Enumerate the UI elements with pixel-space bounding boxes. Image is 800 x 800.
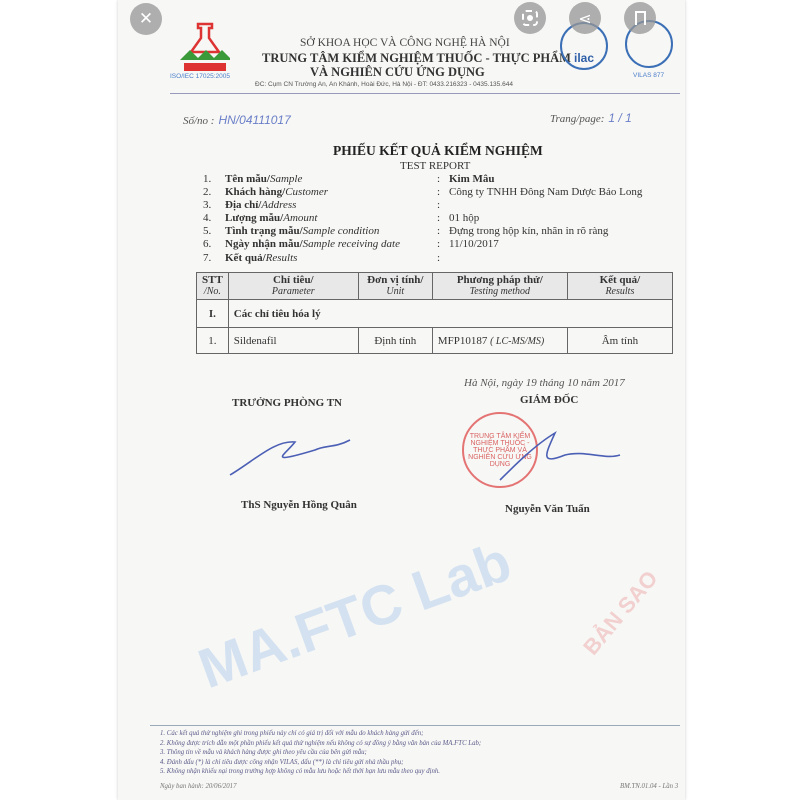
bookmark-icon (635, 11, 646, 25)
left-signature (225, 430, 355, 480)
watermark: MA.FTC Lab (190, 529, 519, 701)
form-code: BM.TN.01.04 - Lần 3 (620, 783, 679, 790)
info-value: Đựng trong hộp kín, nhãn in rõ ràng (449, 225, 609, 238)
info-row: 2. Khách hàng/Customer : Công ty TNHH Đông Nam Dược Bảo Long (203, 186, 643, 199)
footer-note: 1. Các kết quả thử nghiệm ghi trong phiếu này chỉ có giá trị đối với mẫu do khách hàng gửi đến; (160, 730, 424, 737)
footer-note: 5. Không nhận khiếu nại trong trường hợp không có mẫu lưu hoặc hết thời hạn lưu mẫu theo quy định. (160, 768, 441, 775)
info-label: Địa chỉ/Address (225, 199, 297, 212)
left-signer-title: TRƯỞNG PHÒNG TN (232, 397, 343, 409)
share-button[interactable] (569, 2, 601, 34)
info-row: 1. Tên mẫu/Sample : Kim Mâu (203, 173, 495, 185)
col-method: Phương pháp thử/ Testing method (432, 273, 567, 300)
info-label: Ngày nhận mẫu/Sample receiving date (225, 238, 400, 251)
info-row: 5. Tình trạng mẫu/Sample condition : Đựng trong hộp kín, nhãn in rõ ràng (203, 225, 609, 238)
official-stamp: TRUNG TÂM KIỂM NGHIỆM THUỐC - THỰC PHẨM VÀ NGHIÊN CỨU ỨNG DỤNG (462, 412, 538, 488)
info-label: Tên mẫu/Sample (225, 173, 303, 185)
info-value: Công ty TNHH Đông Nam Dược Bảo Long (449, 186, 643, 199)
info-row: 6. Ngày nhận mẫu/Sample receiving date : 11/10/2017 (203, 238, 499, 251)
header-center-1: TRUNG TÂM KIỂM NGHIỆM THUỐC - THỰC PHẨM (262, 51, 571, 65)
footer-divider (150, 725, 680, 726)
info-num: 1. (203, 173, 212, 185)
section-row: I. Các chỉ tiêu hóa lý (197, 300, 673, 328)
iso-label: ISO/IEC 17025:2005 (170, 73, 230, 80)
report-title: PHIẾU KẾT QUẢ KIỂM NGHIỆM (333, 143, 543, 158)
header-address: ĐC: Cụm CN Trường An, An Khánh, Hoài Đức, Hà Nội - ĐT: 0433.216323 - 0435.135.644 (255, 81, 513, 88)
header-dept: SỞ KHOA HỌC VÀ CÔNG NGHỆ HÀ NỘI (300, 37, 510, 49)
col-unit: Đơn vị tính/ Unit (358, 273, 432, 300)
right-signature (495, 425, 625, 485)
save-button[interactable] (624, 2, 656, 34)
lens-button[interactable] (514, 2, 546, 34)
info-num: 4. (203, 212, 212, 225)
info-num: 2. (203, 186, 212, 199)
info-label: Tình trạng mẫu/Sample condition (225, 225, 380, 238)
footer-note: 3. Thông tin về mẫu và khách hàng được ghi theo yêu cầu của bên gửi mẫu; (160, 749, 367, 756)
close-button[interactable] (130, 3, 162, 35)
close-icon: ✕ (138, 9, 154, 29)
share-icon: ⋖ (578, 8, 592, 28)
info-num: 3. (203, 199, 212, 212)
report-subtitle: TEST REPORT (400, 160, 471, 172)
info-row: 4. Lượng mẫu/Amount : 01 hộp (203, 212, 480, 225)
sample-info (203, 173, 642, 265)
results-table (196, 272, 673, 354)
ilac-seal: ilac (560, 22, 608, 70)
vilas-label: VILAS 877 (633, 72, 665, 79)
copy-watermark: BẢN SAO (578, 565, 663, 660)
header-divider (170, 93, 680, 94)
footer-notes (160, 729, 481, 777)
info-label: Lượng mẫu/Amount (225, 212, 318, 225)
info-num: 5. (203, 225, 212, 238)
header-center-2: VÀ NGHIÊN CỨU ỨNG DỤNG (310, 65, 485, 79)
info-value: 11/10/2017 (449, 238, 499, 251)
issue-date: Ngày ban hành: 20/06/2017 (160, 783, 237, 790)
col-results: Kết quả/ Results (567, 273, 672, 300)
left-signer-name: ThS Nguyễn Hồng Quân (241, 499, 357, 511)
footer-note: 2. Không được trích dẫn một phần phiếu kết quả thử nghiệm nếu không có sự đồng ý bằng văn bản của MA.FTC Lab; (160, 739, 482, 747)
report-number: Số/no : HN/04111017 (183, 113, 291, 127)
right-signer-name: Nguyễn Văn Tuấn (505, 503, 590, 515)
page-number: Trang/page: 1 / 1 (550, 111, 632, 125)
ma-ftc-logo (176, 22, 234, 72)
info-label: Kết quả/Results (225, 251, 298, 264)
footer-note: 4. Đánh dấu (*) là chỉ tiêu được công nhận VILAS, dấu (**) là chỉ tiêu gửi nhà thầu phụ; (160, 758, 404, 766)
col-parameter: Chỉ tiêu/ Parameter (228, 273, 358, 300)
info-label: Khách hàng/Customer (225, 186, 328, 199)
col-stt: STT /No. (197, 273, 229, 300)
info-num: 7. (203, 251, 212, 264)
info-value: Kim Mâu (449, 173, 495, 185)
right-signer-title: GIÁM ĐỐC (520, 394, 579, 406)
info-row: 7. Kết quả/Results : (203, 251, 441, 264)
sign-date: Hà Nội, ngày 19 tháng 10 năm 2017 (464, 377, 625, 389)
lens-icon (522, 10, 538, 26)
info-row: 3. Địa chỉ/Address : (203, 199, 441, 212)
info-num: 6. (203, 238, 212, 251)
info-value: 01 hộp (449, 212, 480, 225)
table-row: 1. Sildenafil Định tính MFP10187 ( LC-MS/MS) Âm tính (197, 328, 673, 354)
